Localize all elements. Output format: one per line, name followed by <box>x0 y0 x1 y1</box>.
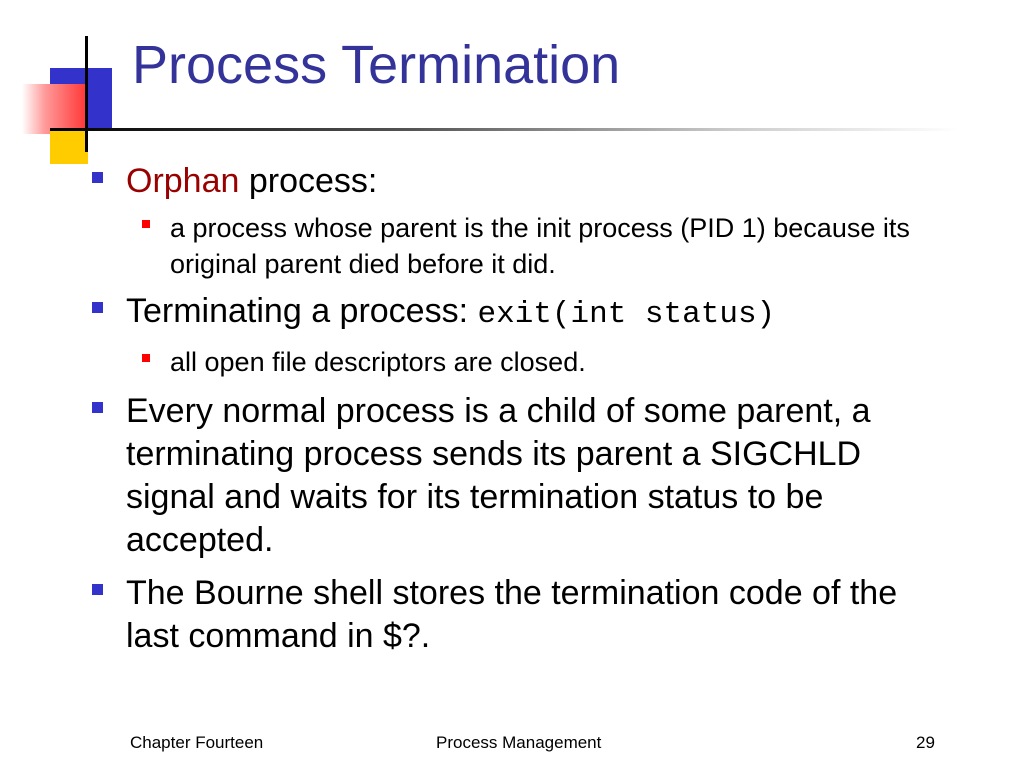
bullet-marker-icon <box>92 584 103 595</box>
title-underline <box>50 128 960 131</box>
bullet-marker-icon <box>92 402 103 413</box>
sub-bullet-text: a process whose parent is the init process (PID 1) because its original parent died before it did. <box>170 213 910 279</box>
bullet-marker-icon <box>92 302 103 313</box>
sub-bullet-marker-icon <box>142 354 150 362</box>
bullet-marker-icon <box>92 172 103 183</box>
bullet-text <box>126 290 946 336</box>
bullet-text: The Bourne shell stores the termination code of the last command in $?. <box>126 574 898 655</box>
sub-bullet-text: all open file descriptors are closed. <box>170 347 586 377</box>
orphan-term: Orphan <box>126 162 240 200</box>
decor-red-square <box>22 84 88 134</box>
bullet-text-lead: Terminating a process: <box>126 292 478 330</box>
footer-chapter: Chapter Fourteen <box>130 733 264 752</box>
sub-bullet-marker-icon <box>142 220 150 228</box>
footer-topic: Process Management <box>436 733 602 752</box>
decor-yellow-square <box>50 130 88 164</box>
decor-vertical-line <box>85 36 88 152</box>
slide-title: Process Termination <box>132 35 621 95</box>
bullet-text: Every normal process is a child of some parent, a terminating process sends its parent a SIGCHLD signal and waits for its termination status to be accepted. <box>126 392 871 559</box>
bullet-text-rest: process: <box>239 162 378 200</box>
exit-code-snippet: exit(int status) <box>477 297 776 332</box>
bullet-text <box>126 160 946 203</box>
page-number: 29 <box>916 733 935 752</box>
